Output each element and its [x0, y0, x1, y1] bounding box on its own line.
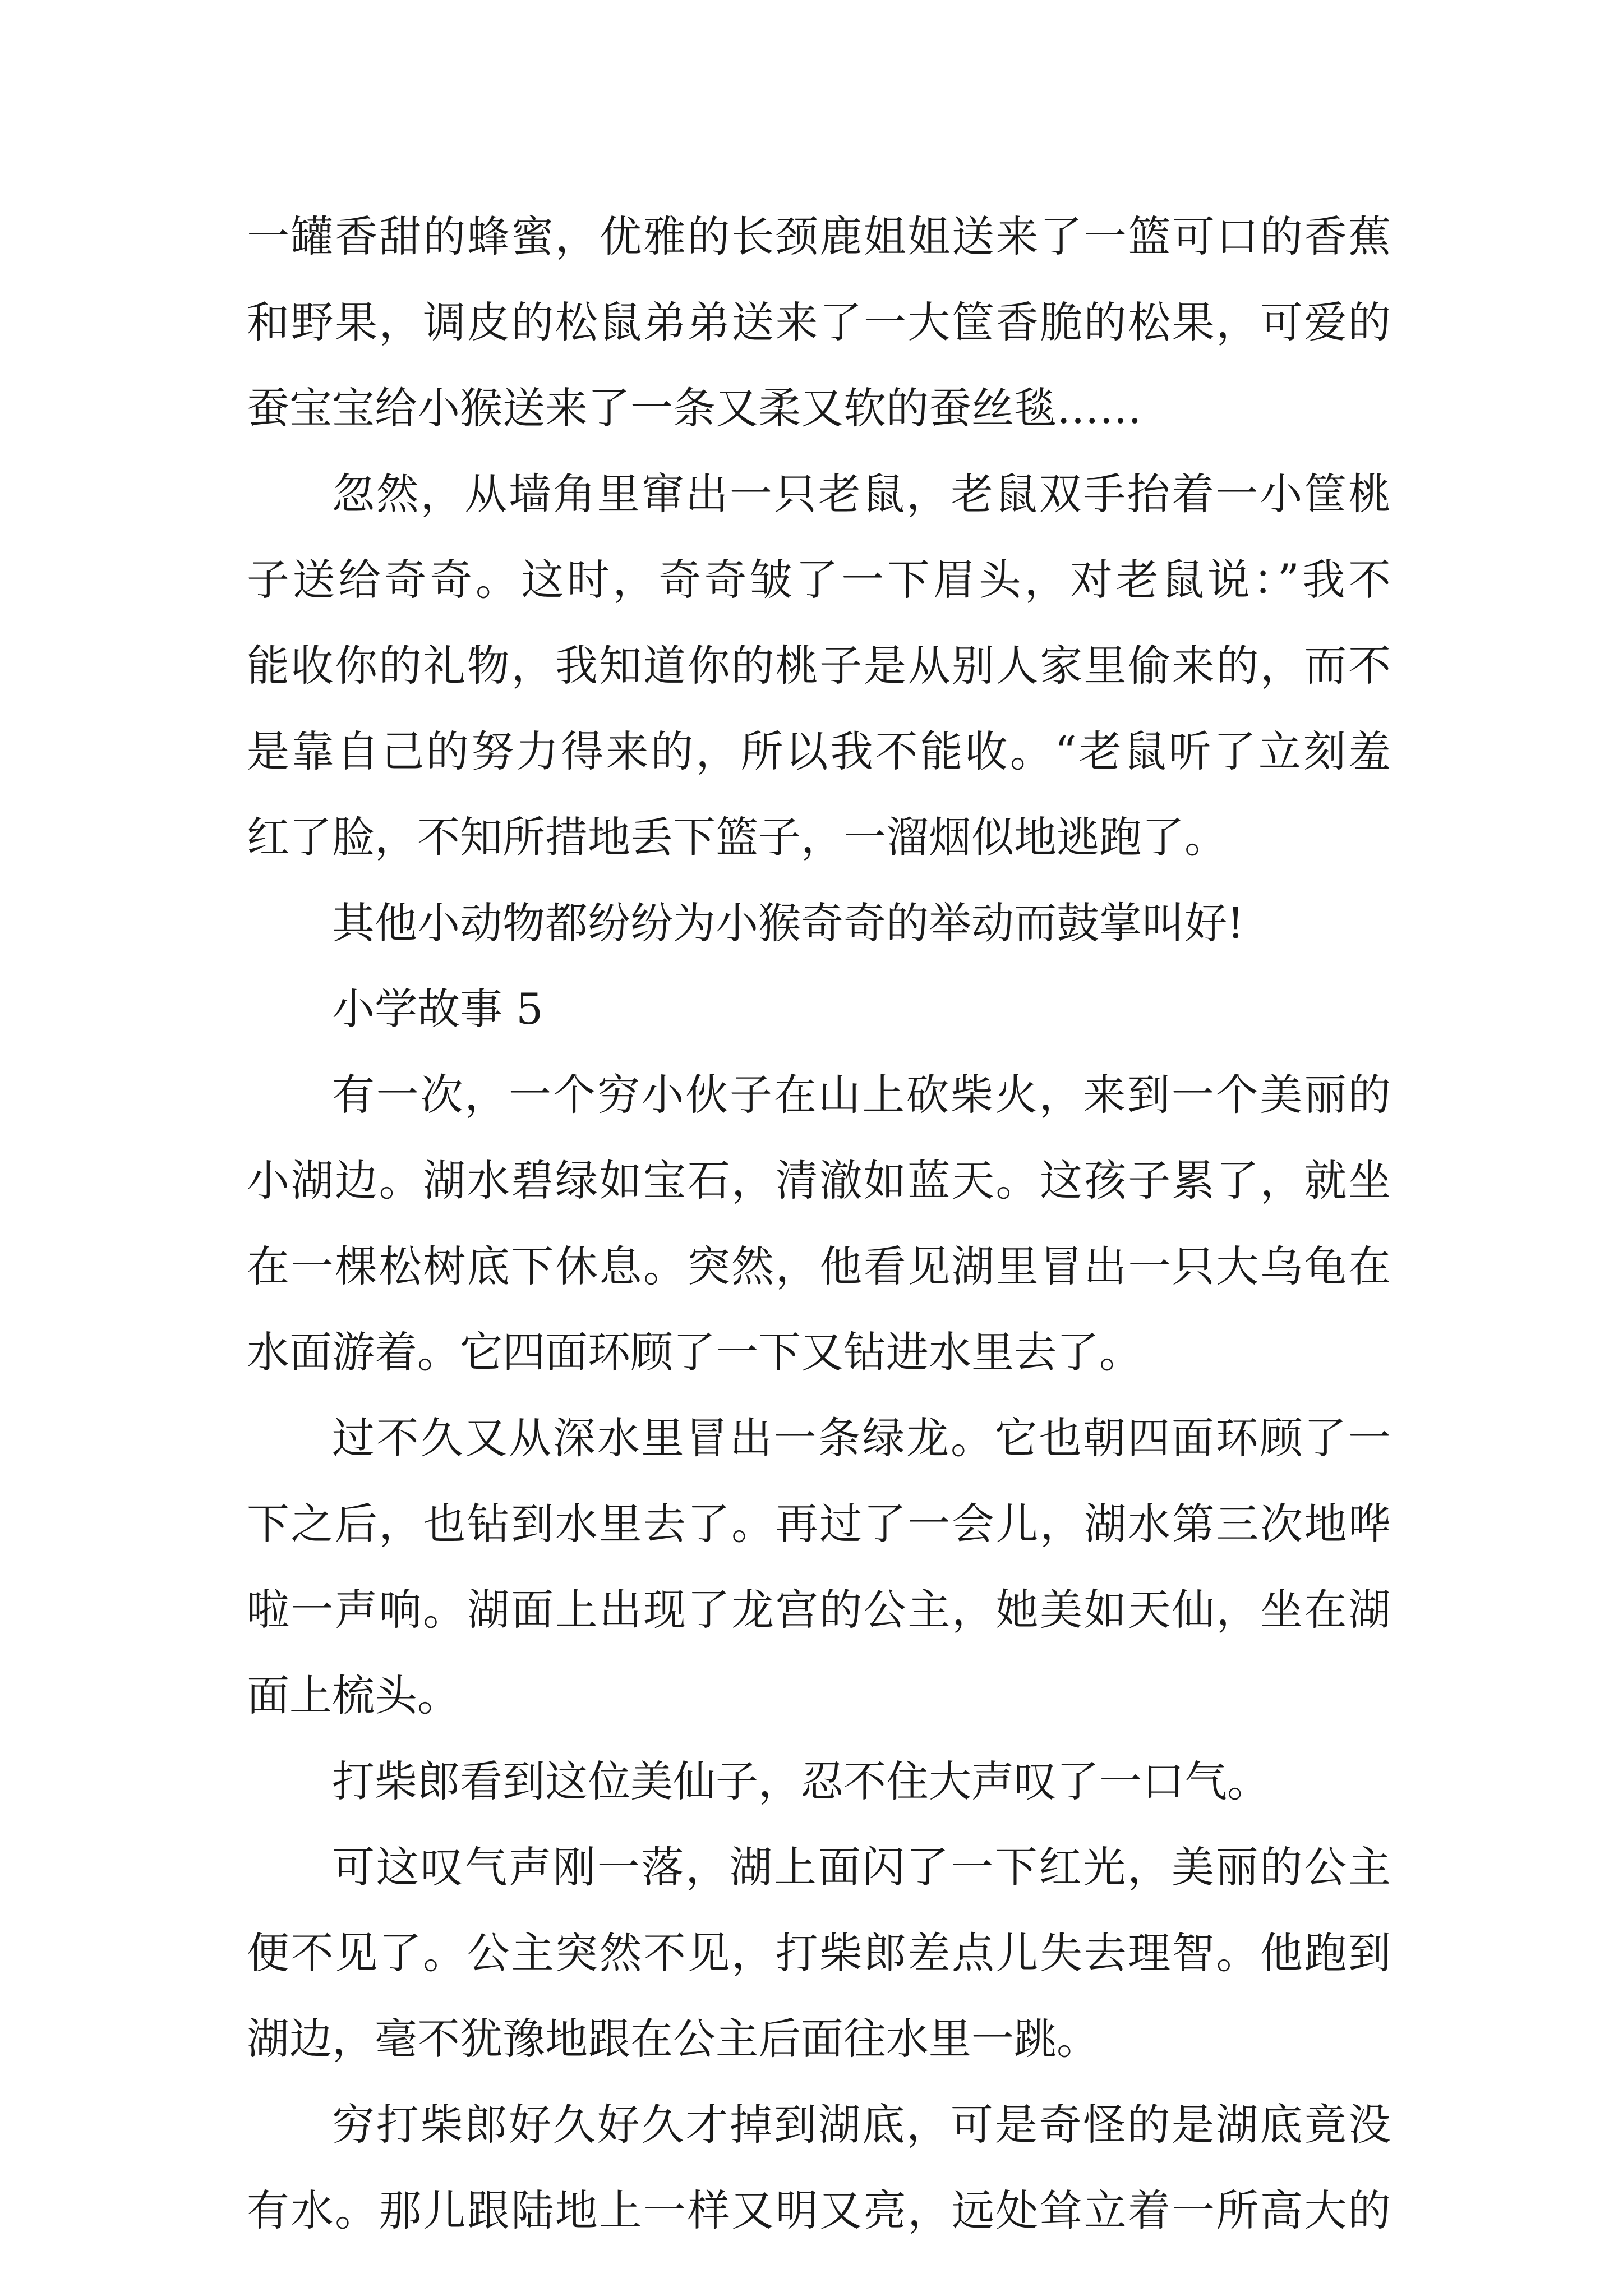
- text-line: 在一棵松树底下休息。突然，他看见湖里冒出一只大乌龟在: [247, 1241, 1391, 1291]
- text-line: 其他小动物都纷纷为小猴奇奇的举动而鼓掌叫好!: [332, 898, 1244, 948]
- text-line: 小学故事 5: [332, 984, 543, 1034]
- text-line: 能收你的礼物，我知道你的桃子是从别人家里偷来的，而不: [247, 641, 1391, 691]
- text-line: 有一次，一个穷小伙子在山上砍柴火，来到一个美丽的: [332, 1070, 1391, 1120]
- text-line: 和野果，调皮的松鼠弟弟送来了一大筐香脆的松果，可爱的: [247, 297, 1391, 347]
- text-line: 一罐香甜的蜂蜜，优雅的长颈鹿姐姐送来了一篮可口的香蕉: [247, 211, 1391, 261]
- text-line: 子送给奇奇。这时，奇奇皱了一下眉头，对老鼠说：”我不: [247, 555, 1391, 605]
- text-line: 有水。那儿跟陆地上一样又明又亮，远处耸立着一所高大的: [247, 2185, 1391, 2235]
- text-line: 湖边，毫不犹豫地跟在公主后面往水里一跳。: [247, 2014, 1099, 2064]
- text-line: 面上梳头。: [247, 1671, 460, 1720]
- text-line: 红了脸，不知所措地丢下篮子，一溜烟似地逃跑了。: [247, 812, 1227, 862]
- text-line: 是靠自己的努力得来的，所以我不能收。“老鼠听了立刻羞: [247, 726, 1391, 776]
- text-line: 下之后，也钻到水里去了。再过了一会儿，湖水第三次地哗: [247, 1499, 1391, 1549]
- text-line: 可这叹气声刚一落，湖上面闪了一下红光，美丽的公主: [332, 1842, 1391, 1892]
- text-line: 啦一声响。湖面上出现了龙宫的公主，她美如天仙，坐在湖: [247, 1585, 1391, 1635]
- text-line: 水面游着。它四面环顾了一下又钻进水里去了。: [247, 1327, 1142, 1377]
- text-line: 便不见了。公主突然不见，打柴郎差点儿失去理智。他跑到: [247, 1928, 1391, 1978]
- document-body: [247, 194, 1391, 2253]
- text-line: 小湖边。湖水碧绿如宝石，清澈如蓝天。这孩子累了，就坐: [247, 1156, 1391, 1205]
- text-line: 打柴郎看到这位美仙子，忍不住大声叹了一口气。: [332, 1756, 1270, 1806]
- text-line: 穷打柴郎好久好久才掉到湖底，可是奇怪的是湖底竟没: [332, 2100, 1391, 2150]
- text-line: 过不久又从深水里冒出一条绿龙。它也朝四面环顾了一: [332, 1413, 1391, 1463]
- text-line: 蚕宝宝给小猴送来了一条又柔又软的蚕丝毯……: [247, 383, 1142, 433]
- text-line: 忽然，从墙角里窜出一只老鼠，老鼠双手抬着一小筐桃: [332, 469, 1391, 519]
